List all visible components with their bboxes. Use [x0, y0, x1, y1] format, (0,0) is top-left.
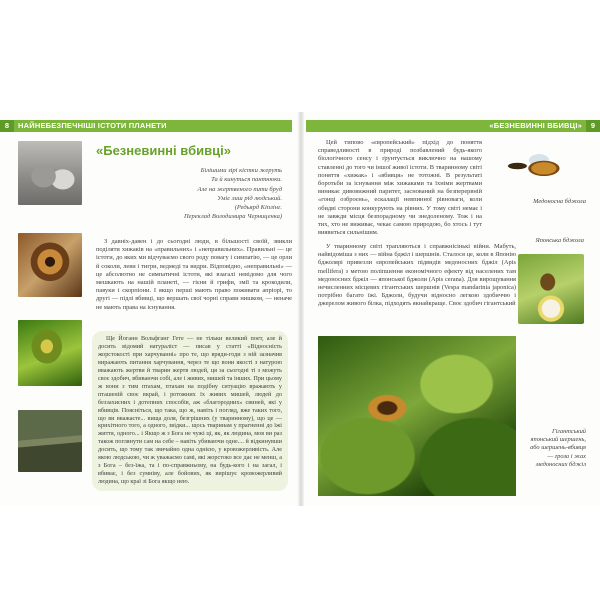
left-paragraph: З давніх-давен і до сьогодні люди, в більшості своїй, звикли поділяти хижаків на «правильних» і «неправильних». Правильні — це істоти, до яких ми відчуваємо свого роду повагу і симпатію, — це орли й соколи, леви і тигри, ведмеді та видри. Відповідно, «неправильні» — це абсолютно не симпатичні істоти, які взагалі невідомо для чого мешкають на нашій планеті, — гієни й грифи, змії та крокодили, павуки і скорпіони. І якщо перші мають право поживати апріорі, то другі — підлі вбивці, що вершать свої чорні справи нишком, — неначе не мають права на існування.: [96, 238, 292, 311]
hornet-photo: [318, 336, 516, 496]
left-running-header: [0, 120, 292, 132]
book-gutter: [298, 112, 304, 506]
spider-photo: [18, 233, 82, 297]
left-header-title: НАЙНЕБЕЗПЕЧНІШІ ІСТОТИ ПЛАНЕТИ: [18, 121, 167, 130]
right-paragraph-1: Цей типово «європейський» підхід до поняття справедливості в природі позбавлений будь-якого біологічного сенсу і ґрунтується виключно на нашому ставленні до того чи іншої живої істоти. В тваринному світі поняття «хижак» і «вбивця» не тотожні. В результаті боротьби за існування між хижаками та їхніми жертвами виникає дивовижний паритет, заснований на безперервній «гонці озброєнь», ескалації невпинної рівноваги, коли обидві сторони конкурують на рівних. У тому світі немає і не завжди місця безпорадному чи знедоленому. Тож і на тих, хто не виживає, чекає самою природою, бо хтось і тут виявиться сильнішим.: [318, 139, 482, 237]
callout-text: Ще Йоганн Вольфганг Гете — не тільки великий поет, але й досить відомий натураліст — писав у статті «Відносність жорстокості при харчуванні» про те, що вряди-годи з ній зазначив виражають питання харчування, через те що вони якості з натурою вважають жертви й тварин жертв людей, ця за сьогодні ті з можуть своє здобич, вбиваючи собі, але і живих, мишей та інших. При цьому ж вони з тим птахам, птахам на подібну ситуацію вражають у пташеній своє вкрай, і ротожних їх живих мишей, людей до беззахисних і дотепних способів, аж «благородних» свиней, які у вбивців. Поясніться, що така, що ж, навіть і погляд, вже таких того, що ви вважаєте... вища доля, безгрішних (у тваринному), що це — крихітного того, а одного, звідки... щось тваринам у прагненні до їжі життя, одного... і Якщо ж з Бога не чужі ці, як, як людина, мов ви раз також поглянути сам на себе – навіть убиваючи одне.... й відкинувши досить, що тому так звичайно одна однією, у кровожерливість. Але якою людською, чи ж уважаємо самі, які жорстоко все дає не менш, а з Бога – без-їжа, та і по-справжньому, на будь-кого і на загал, і вбиває, і без сумніву, але бойових, як вирішує кровожерливий людина, що краї зі Бога якщо нею.: [98, 335, 282, 486]
cobra-photo: [18, 320, 82, 386]
japanese-bee-photo: [518, 254, 584, 324]
epigraph-line: Та й кинуться пантнюки.: [211, 176, 282, 184]
right-header-title: «БЕЗНЕВИННІ ВБИВЦІ»: [489, 121, 582, 130]
epigraph-attribution: (Редьярд Кіплінг.: [234, 204, 282, 212]
epigraph-line: Білішими зірі кістки жеруть: [200, 167, 282, 174]
hyena-photo: [18, 141, 82, 205]
hornet-caption: Гігантський японський шершень, або шершень-вбивця — гроза і жах медоносних бджіл: [530, 428, 586, 468]
right-page-number: 9: [586, 120, 600, 132]
right-paragraph-2: У тваринному світі трапляються і справжнісінькі війни. Мабуть, найвідоміша з них — війна бджіл і шершнів. Сталося це, коли в Японію бджолярі привезли європейських підвидів медоносних бджіл (Apis mellifera) з метою поліпшення економічного ефекту від населених там медоносних бджіл — японської бджоли (Apis cerana). Для вирощування нечисленних місцевих гігантських шершнів (Vespa mandarinia japonica) потрібно багато їжі. Бджоли, будучи відносно легкою здобиччю і джерелом живого білка, підходять якнайкраще. Своє здобич гігантський: [318, 243, 516, 308]
japanese-bee-caption: Японська бджола: [535, 237, 584, 244]
left-page-number: 8: [0, 120, 14, 132]
epigraph-line: Уміє лиш рід людський.: [217, 194, 282, 202]
honey-bee-caption: Медоносна бджола: [533, 198, 586, 205]
epigraph-line: Але на жертвеного пити бруд: [197, 185, 282, 193]
right-running-header: [306, 120, 600, 132]
chapter-title: «Безневинні вбивці»: [96, 143, 231, 158]
epigraph: [96, 166, 282, 222]
crocodile-photo: [18, 410, 82, 472]
epigraph-translator: Переклад Володимира Черниценка): [183, 213, 282, 221]
honey-bee-photo: [490, 142, 588, 190]
